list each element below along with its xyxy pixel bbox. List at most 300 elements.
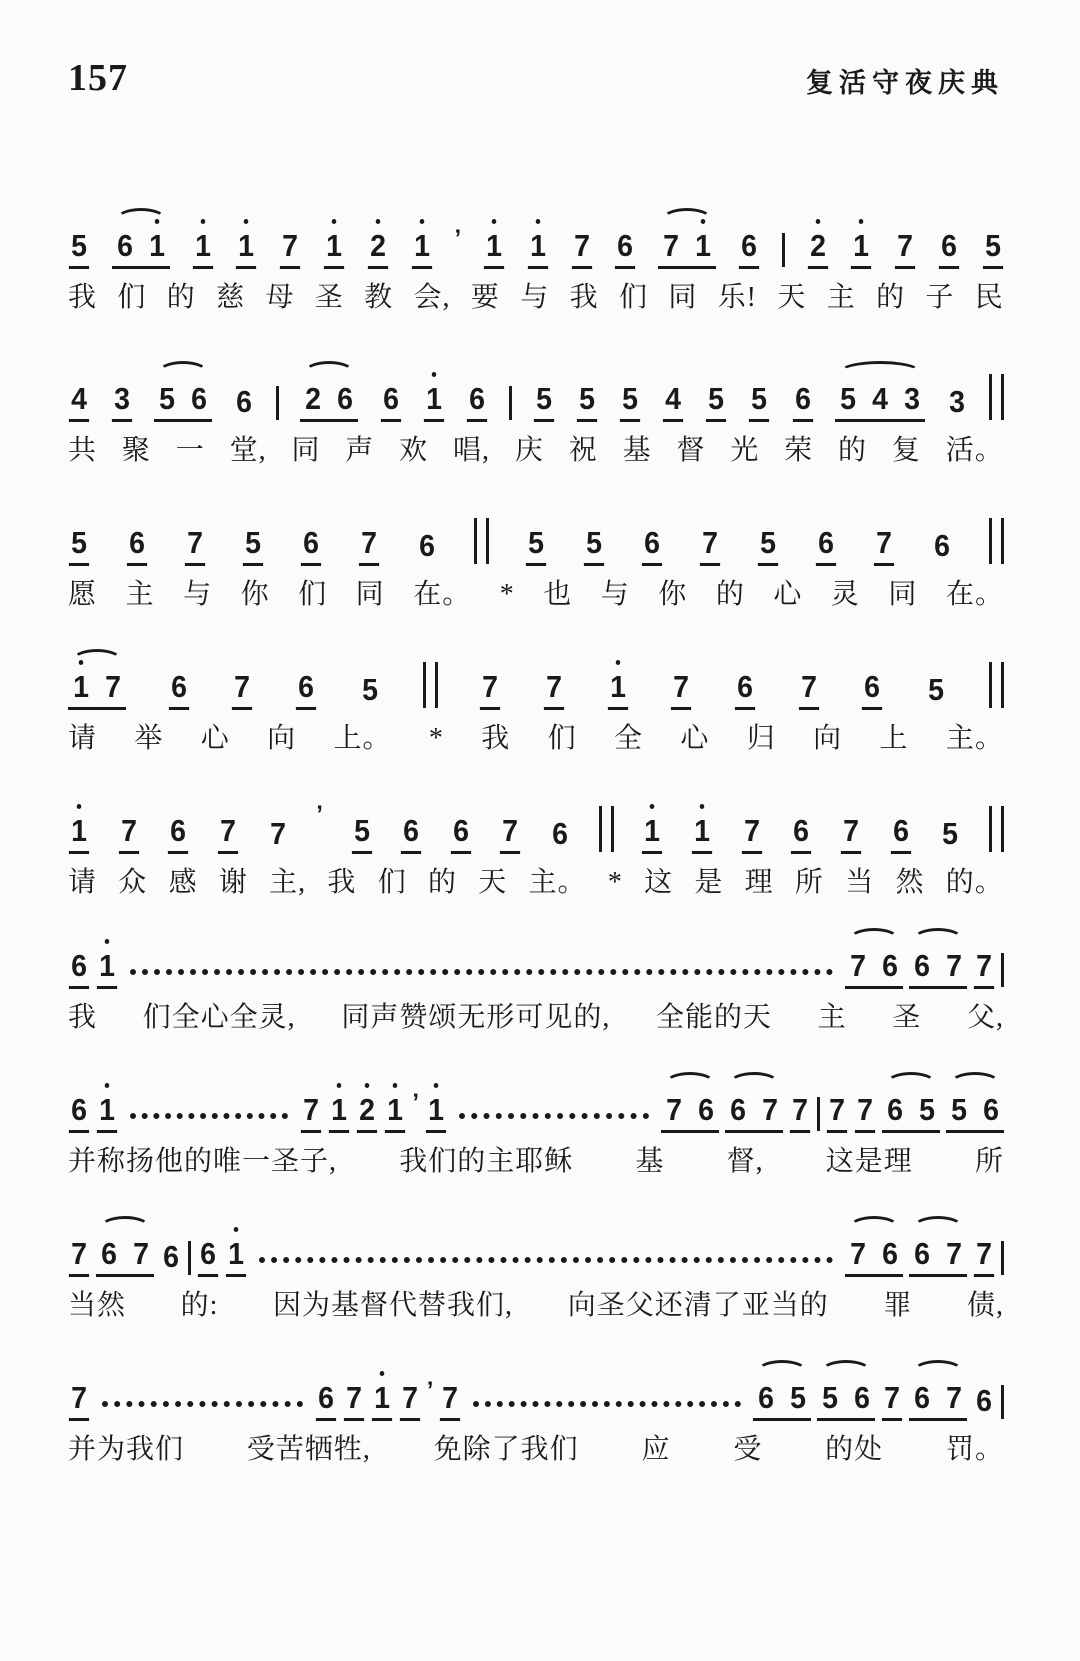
lyric-chunk: 我 — [481, 723, 511, 754]
lyric-chunk: 这 — [644, 867, 674, 898]
lyric-chunk: 是 — [694, 867, 724, 898]
note: 1 — [69, 815, 89, 854]
note: 6 — [914, 1236, 930, 1271]
note: 1 — [324, 230, 344, 269]
note: 2 — [808, 230, 828, 269]
lyric-chunk: 的。 — [945, 867, 1004, 898]
lyric-chunk: 主 — [817, 1002, 847, 1033]
lyric-chunk: 向 — [267, 723, 297, 754]
score — [68, 204, 1004, 1500]
lyrics-row — [68, 722, 1004, 756]
note: 5 — [584, 527, 604, 566]
note: 6 — [69, 1094, 89, 1133]
system-2 — [68, 348, 1004, 492]
slur-group — [154, 383, 212, 422]
slur-group — [658, 230, 716, 269]
note: 1 — [329, 1094, 349, 1133]
slur-group — [112, 230, 170, 269]
note: 6 — [69, 950, 89, 989]
system-5 — [68, 780, 1004, 924]
note: 7 — [400, 1382, 420, 1421]
note: 1 — [97, 950, 117, 989]
note: 5 — [822, 1380, 838, 1415]
page-number: 157 — [68, 57, 128, 99]
lyric-chunk: 的 — [715, 579, 745, 610]
lyric-chunk: 活。 — [945, 435, 1004, 466]
note: 4 — [871, 381, 888, 416]
lyric-chunk: 主 — [125, 579, 155, 610]
dotted-leader — [459, 1113, 649, 1119]
lyric-chunk: 全 — [613, 723, 643, 754]
lyric-chunk: 的 — [166, 282, 196, 313]
octave-dot-icon — [535, 219, 540, 224]
breath-mark-icon: ’ — [316, 801, 323, 828]
dotted-leader — [130, 1113, 288, 1119]
barline — [276, 386, 279, 420]
lyric-chunk: 们 — [117, 282, 147, 313]
notes-row — [68, 492, 1004, 566]
slur-group — [96, 1238, 154, 1277]
lyric-chunk: 债, — [966, 1290, 1004, 1321]
lyric-chunk: 愿 — [68, 579, 98, 610]
note: 1 — [528, 230, 548, 269]
note: 1 — [693, 230, 713, 266]
note: 7 — [133, 1236, 149, 1271]
note: 7 — [974, 950, 994, 989]
double-barline — [599, 806, 614, 852]
double-barline — [474, 518, 489, 564]
note: 1 — [236, 230, 256, 269]
note: 6 — [816, 527, 836, 566]
note: 6 — [730, 1092, 746, 1127]
note: 1 — [412, 230, 432, 269]
note: 7 — [790, 1094, 810, 1133]
lyric-chunk: 督 — [676, 435, 706, 466]
dotted-leader — [473, 1401, 741, 1407]
note: 7 — [855, 1094, 875, 1133]
note: 6 — [101, 1236, 117, 1271]
note: 6 — [934, 528, 950, 563]
note: 3 — [948, 384, 965, 419]
slur-group — [835, 383, 925, 422]
note: 2 — [357, 1094, 377, 1133]
note: 1 — [424, 383, 444, 422]
lyric-chunk: 教 — [364, 282, 394, 313]
note: 5 — [928, 672, 945, 707]
lyric-chunk: 应 — [641, 1434, 671, 1465]
notes-row — [68, 204, 1004, 269]
note: 5 — [243, 527, 263, 566]
note: 4 — [663, 383, 683, 422]
note: 6 — [169, 671, 189, 710]
note: 6 — [854, 1380, 870, 1415]
note: 7 — [69, 1238, 89, 1277]
slur-group — [909, 950, 967, 989]
system-1 — [68, 204, 1004, 348]
notes-row — [68, 348, 1004, 422]
note: 7 — [762, 1092, 778, 1127]
note: 6 — [337, 381, 354, 416]
note: 7 — [742, 815, 762, 854]
octave-dot-icon — [155, 219, 160, 224]
lyric-chunk: 谢 — [218, 867, 248, 898]
barline — [1001, 953, 1004, 987]
octave-dot-icon — [77, 804, 82, 809]
lyric-chunk: 我们的主耶稣 — [399, 1146, 574, 1177]
lyric-chunk: 上。 — [333, 723, 392, 754]
note: 6 — [401, 815, 421, 854]
lyric-chunk: 们 — [618, 282, 648, 313]
system-9 — [68, 1356, 1004, 1500]
system-4 — [68, 636, 1004, 780]
note: 6 — [791, 815, 811, 854]
octave-dot-icon — [615, 660, 620, 665]
slur-group — [817, 1382, 875, 1421]
lyrics-row — [68, 1145, 1004, 1179]
lyric-chunk: 同声赞颂无形可见的, — [341, 1002, 611, 1033]
note: 6 — [198, 1238, 218, 1277]
note: 5 — [942, 816, 959, 851]
lyric-chunk: 庆 — [514, 435, 544, 466]
slur-group — [909, 1238, 967, 1277]
lyric-chunk: 声 — [345, 435, 375, 466]
lyric-chunk: 理 — [744, 867, 774, 898]
lyric-chunk: 归 — [746, 723, 776, 754]
note: 5 — [749, 383, 769, 422]
note: 7 — [544, 671, 564, 710]
lyric-chunk: 在。 — [945, 579, 1004, 610]
note: 7 — [974, 1238, 994, 1277]
note: 7 — [480, 671, 500, 710]
notes-row — [68, 924, 1004, 989]
breath-mark-icon: ’ — [412, 1089, 419, 1116]
slur-group — [68, 671, 126, 710]
lyric-chunk: 欢 — [399, 435, 429, 466]
lyric-chunk: 也 — [543, 579, 573, 610]
note: 7 — [500, 815, 520, 854]
octave-dot-icon — [376, 219, 381, 224]
lyric-chunk: 复 — [891, 435, 921, 466]
note: 7 — [344, 1382, 364, 1421]
dotted-leader — [259, 1257, 833, 1263]
note: 7 — [185, 527, 205, 566]
note: 7 — [666, 1092, 682, 1127]
lyric-chunk: * — [499, 579, 515, 610]
lyric-chunk: 乐! — [717, 282, 757, 313]
note: 7 — [69, 1382, 89, 1421]
note: 1 — [193, 230, 213, 269]
note: 5 — [577, 383, 597, 422]
lyric-chunk: 请 — [68, 867, 98, 898]
lyric-chunk: 的 — [427, 867, 457, 898]
lyric-chunk: 与 — [600, 579, 630, 610]
note: 5 — [620, 383, 640, 422]
lyric-chunk: 心 — [200, 723, 230, 754]
lyric-chunk: 心 — [680, 723, 710, 754]
lyric-chunk: 的 — [876, 282, 906, 313]
note: 1 — [851, 230, 871, 269]
note: 1 — [97, 1094, 117, 1133]
lyric-chunk: 所 — [794, 867, 824, 898]
lyrics-row — [68, 1001, 1004, 1035]
notes-row — [68, 780, 1004, 854]
dotted-leader — [102, 1401, 303, 1407]
system-8 — [68, 1212, 1004, 1356]
octave-dot-icon — [332, 219, 337, 224]
octave-dot-icon — [700, 804, 705, 809]
note: 1 — [692, 815, 712, 854]
note: 6 — [887, 1092, 903, 1127]
barline — [782, 233, 785, 267]
double-barline — [423, 662, 438, 708]
note: 6 — [642, 527, 662, 566]
lyric-chunk: 然 — [895, 867, 925, 898]
note: 5 — [361, 672, 378, 707]
note: 2 — [305, 381, 322, 416]
lyric-chunk: 同 — [668, 282, 698, 313]
note: 7 — [700, 527, 720, 566]
note: 7 — [105, 669, 121, 704]
slur-group — [661, 1094, 719, 1133]
lyric-chunk: 们 — [298, 579, 328, 610]
note: 6 — [983, 1092, 999, 1127]
lyric-chunk: 主 — [826, 282, 856, 313]
lyric-chunk: 你 — [240, 579, 270, 610]
barline — [509, 386, 512, 420]
lyric-chunk: 的: — [180, 1290, 219, 1321]
lyric-chunk: 全能的天 — [655, 1002, 772, 1033]
note: 6 — [890, 815, 910, 854]
lyric-chunk: 基 — [635, 1146, 665, 1177]
breath-mark-icon: ’ — [426, 1377, 434, 1404]
lyric-chunk: 民 — [974, 282, 1004, 313]
note: 7 — [301, 1094, 321, 1133]
octave-dot-icon — [419, 219, 424, 224]
octave-dot-icon — [650, 804, 655, 809]
lyric-chunk: 众 — [118, 867, 148, 898]
note: 7 — [280, 230, 300, 269]
lyric-chunk: 在。 — [413, 579, 472, 610]
lyric-chunk: 因为基督代替我们, — [273, 1290, 514, 1321]
lyric-chunk: 同 — [291, 435, 321, 466]
double-barline — [989, 374, 1004, 420]
lyric-chunk: 同 — [355, 579, 385, 610]
note: 6 — [316, 1382, 336, 1421]
lyric-chunk: 唱, — [453, 435, 491, 466]
header-title: 复活守夜庆典 — [806, 68, 1004, 98]
note: 6 — [467, 383, 487, 422]
lyric-chunk: 们全心全灵, — [142, 1002, 296, 1033]
octave-dot-icon — [79, 660, 84, 665]
lyric-chunk: 感 — [168, 867, 198, 898]
lyric-chunk: 圣 — [314, 282, 344, 313]
lyric-chunk: 当 — [845, 867, 875, 898]
lyric-chunk: 灵 — [830, 579, 860, 610]
lyric-chunk: 共 — [68, 435, 98, 466]
lyrics-row — [68, 1289, 1004, 1323]
slur-group — [753, 1382, 811, 1421]
slur-group — [300, 383, 358, 422]
lyric-chunk: 们 — [547, 723, 577, 754]
note: 5 — [839, 381, 856, 416]
octave-dot-icon — [492, 219, 497, 224]
note: 7 — [895, 230, 915, 269]
note: 7 — [663, 228, 680, 263]
note: 1 — [484, 230, 504, 269]
notes-row — [68, 1068, 1004, 1133]
octave-dot-icon — [244, 219, 249, 224]
note: 6 — [862, 671, 882, 710]
octave-dot-icon — [234, 1227, 239, 1232]
lyric-chunk: 我 — [327, 867, 357, 898]
lyric-chunk: 会, — [413, 282, 451, 313]
lyric-chunk: 子 — [925, 282, 955, 313]
lyric-chunk: 你 — [658, 579, 688, 610]
lyric-chunk: 督, — [726, 1146, 764, 1177]
note: 6 — [792, 383, 812, 422]
lyric-chunk: 与 — [520, 282, 550, 313]
octave-dot-icon — [859, 219, 864, 224]
note: 7 — [946, 948, 962, 983]
note: 7 — [874, 527, 894, 566]
system-6 — [68, 924, 1004, 1068]
barline — [1001, 1385, 1004, 1419]
note: 7 — [218, 815, 238, 854]
note: 6 — [914, 948, 930, 983]
note: 5 — [526, 527, 546, 566]
lyric-chunk: 罪 — [883, 1290, 913, 1321]
note: 1 — [608, 671, 628, 710]
lyric-chunk: 上 — [879, 723, 909, 754]
barline — [1001, 1241, 1004, 1275]
lyric-chunk: 们 — [377, 867, 407, 898]
lyric-chunk: 并称扬他的唯一圣子, — [68, 1146, 338, 1177]
octave-dot-icon — [200, 219, 205, 224]
lyric-chunk: 主。 — [945, 723, 1004, 754]
lyrics-row — [68, 1433, 1004, 1467]
note: 2 — [368, 230, 388, 269]
lyric-chunk: 与 — [183, 579, 213, 610]
lyric-chunk: 我 — [68, 282, 98, 313]
lyric-chunk: 举 — [134, 723, 164, 754]
note: 1 — [426, 1094, 446, 1133]
lyric-chunk: 要 — [470, 282, 500, 313]
lyric-chunk: 聚 — [121, 435, 151, 466]
double-barline — [989, 806, 1004, 852]
note: 7 — [269, 816, 286, 851]
note: 3 — [112, 383, 132, 422]
note: 5 — [351, 815, 371, 854]
note: 6 — [739, 230, 759, 269]
note: 7 — [841, 815, 861, 854]
note: 4 — [69, 383, 89, 422]
lyric-chunk: 基 — [622, 435, 652, 466]
system-3 — [68, 492, 1004, 636]
lyric-chunk: 父, — [966, 1002, 1004, 1033]
lyric-chunk: 这是理 — [825, 1146, 913, 1177]
lyric-chunk: 圣 — [892, 1002, 922, 1033]
slur-group — [845, 1238, 903, 1277]
note: 6 — [735, 671, 755, 710]
breath-mark-icon: ’ — [454, 225, 462, 252]
lyric-chunk: 一 — [175, 435, 205, 466]
note: 7 — [119, 815, 139, 854]
note: 5 — [758, 527, 778, 566]
note: 5 — [706, 383, 726, 422]
note: 6 — [882, 1236, 898, 1271]
lyric-chunk: 向 — [813, 723, 843, 754]
system-7 — [68, 1068, 1004, 1212]
lyric-chunk: 罚。 — [945, 1434, 1004, 1465]
octave-dot-icon — [701, 219, 706, 224]
note: 6 — [168, 815, 188, 854]
octave-dot-icon — [105, 939, 110, 944]
note: 6 — [191, 381, 208, 416]
note: 6 — [301, 527, 321, 566]
lyric-chunk: * — [607, 867, 623, 898]
note: 1 — [385, 1094, 405, 1133]
lyric-chunk: 祝 — [568, 435, 598, 466]
note: 1 — [147, 230, 167, 266]
octave-dot-icon — [365, 1083, 370, 1088]
note: 7 — [671, 671, 691, 710]
double-barline — [989, 662, 1004, 708]
lyric-chunk: 并为我们 — [68, 1434, 185, 1465]
notes-row — [68, 636, 1004, 710]
lyric-chunk: 受苦牺牲, — [246, 1434, 371, 1465]
lyric-chunk: 受 — [733, 1434, 763, 1465]
note: 7 — [946, 1380, 962, 1415]
note: 1 — [642, 815, 662, 854]
note: 6 — [127, 527, 147, 566]
note: 6 — [236, 384, 253, 419]
note: 6 — [380, 383, 400, 422]
lyric-chunk: 主。 — [528, 867, 587, 898]
lyric-chunk: 请 — [68, 723, 98, 754]
lyric-chunk: 心 — [773, 579, 803, 610]
note: 7 — [850, 1236, 866, 1271]
lyrics-row — [68, 578, 1004, 612]
note: 6 — [419, 528, 435, 563]
note: 7 — [232, 671, 252, 710]
note: 6 — [976, 1383, 992, 1418]
note: 6 — [163, 1239, 179, 1274]
slur-group — [725, 1094, 783, 1133]
lyric-chunk: 当然 — [68, 1290, 127, 1321]
lyric-chunk: 我 — [569, 282, 599, 313]
octave-dot-icon — [337, 1083, 342, 1088]
barline — [817, 1097, 820, 1131]
note: 6 — [451, 815, 471, 854]
slur-group — [909, 1382, 967, 1421]
note: 7 — [799, 671, 819, 710]
lyric-chunk: 主, — [269, 867, 307, 898]
note: 3 — [903, 381, 920, 416]
lyrics-row — [68, 866, 1004, 900]
note: 7 — [882, 1382, 902, 1421]
note: 6 — [914, 1380, 930, 1415]
lyric-chunk: 的处 — [825, 1434, 884, 1465]
octave-dot-icon — [815, 219, 820, 224]
lyric-chunk: 光 — [730, 435, 760, 466]
note: 5 — [69, 527, 89, 566]
octave-dot-icon — [393, 1083, 398, 1088]
note: 5 — [983, 230, 1003, 269]
barline — [188, 1241, 191, 1275]
note: 7 — [359, 527, 379, 566]
note: 5 — [790, 1380, 806, 1415]
octave-dot-icon — [431, 372, 436, 377]
